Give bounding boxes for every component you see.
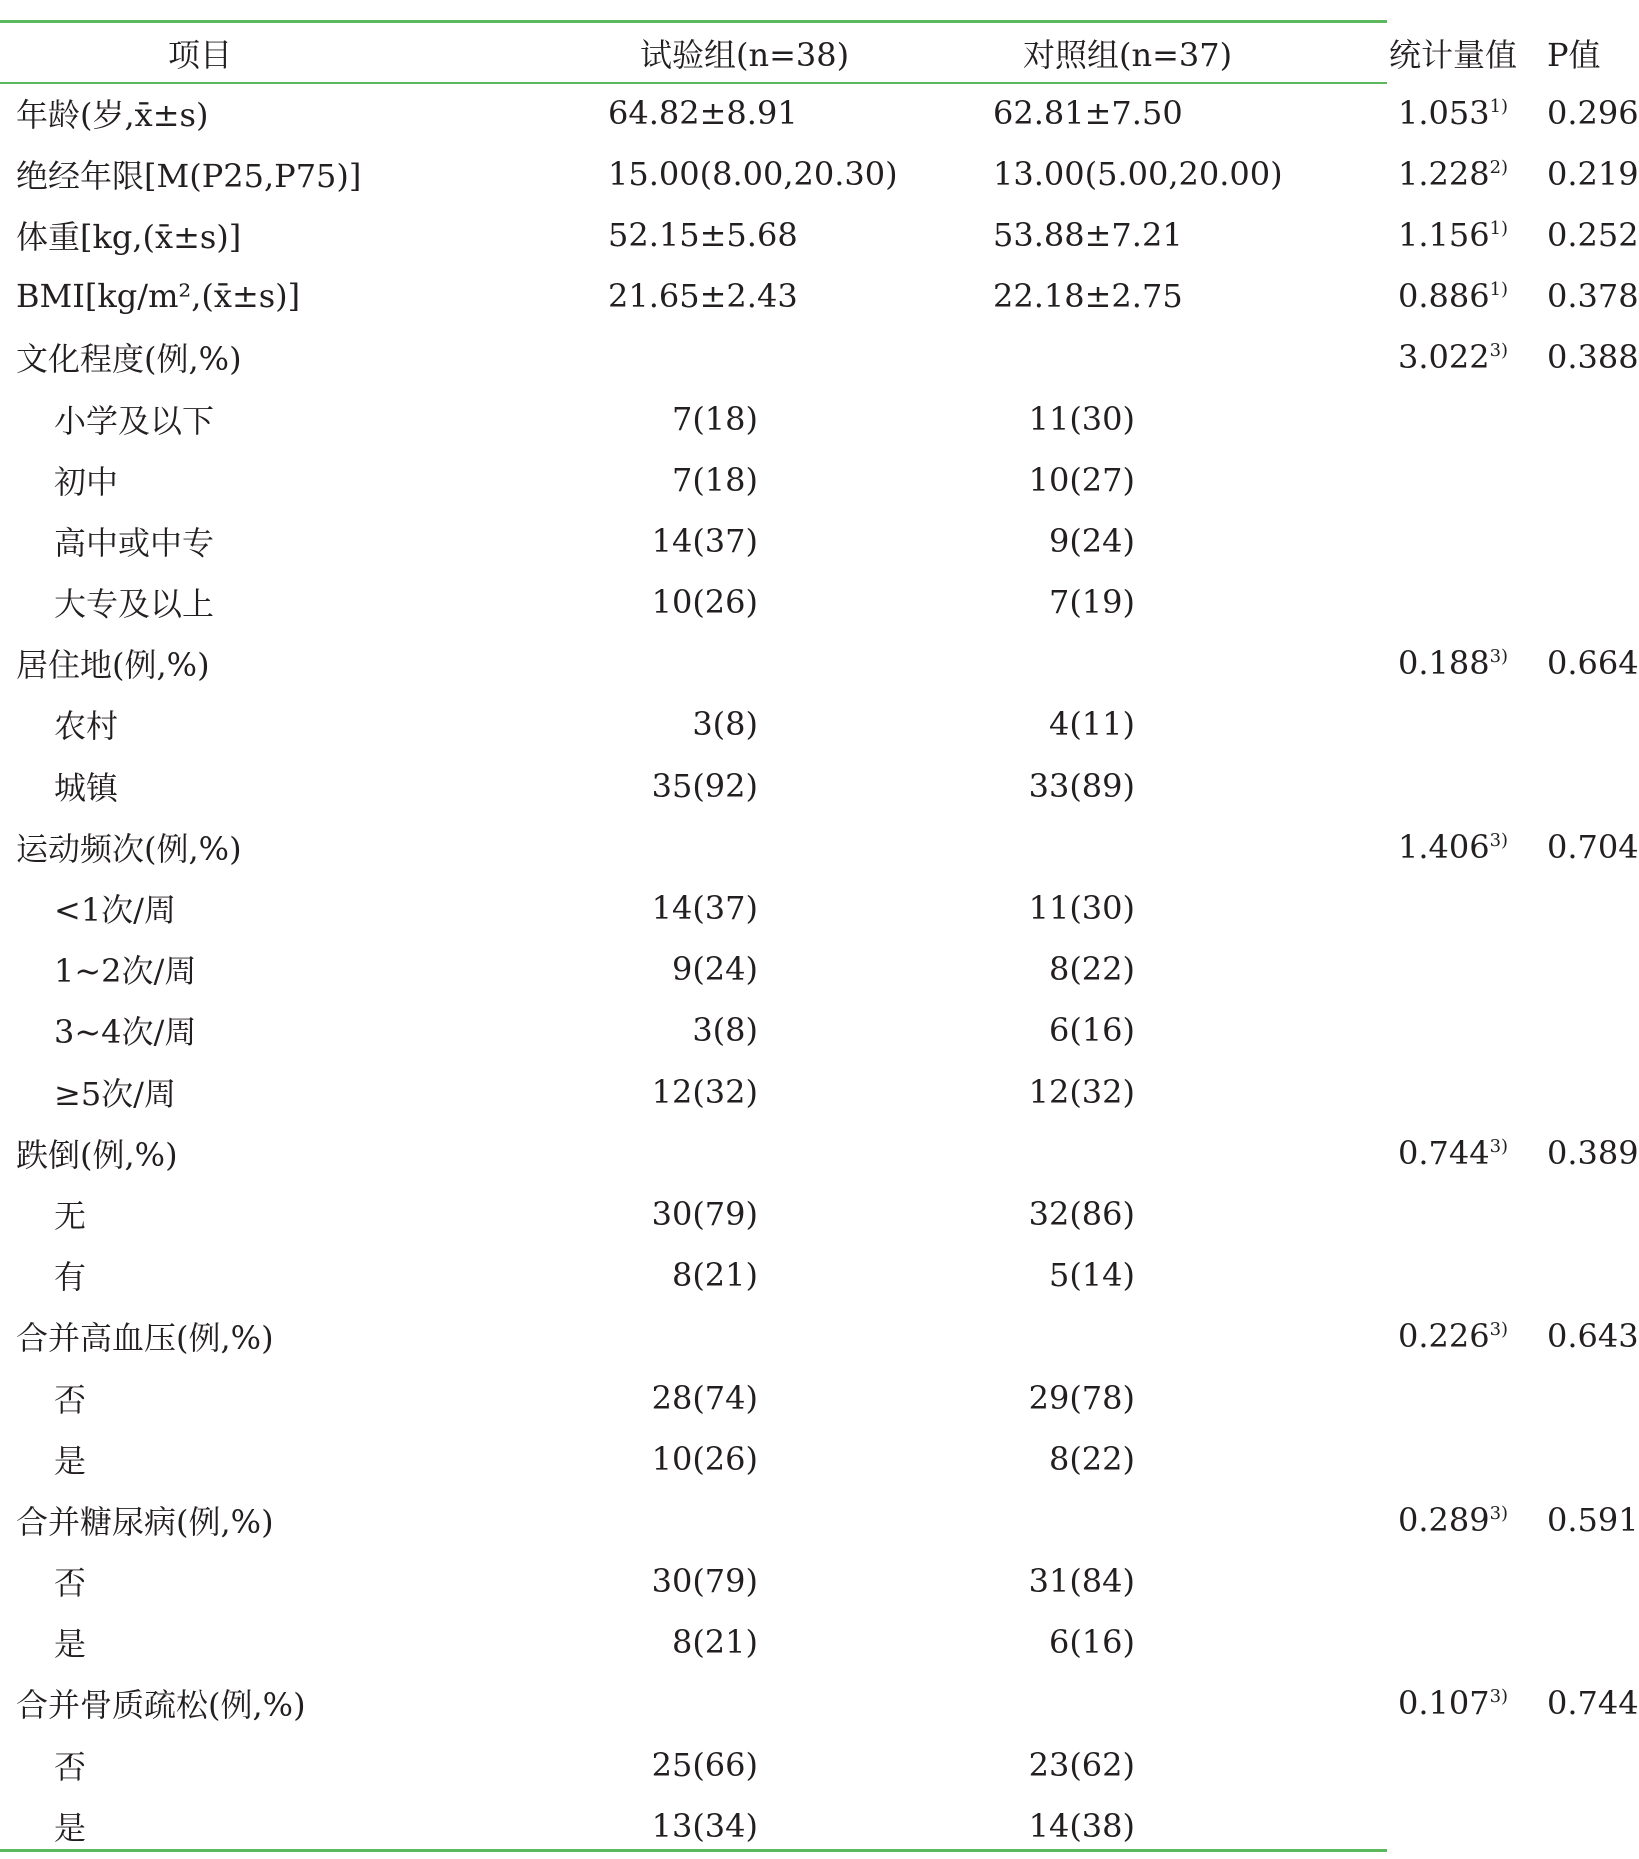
statistic-cell bbox=[1359, 816, 1547, 877]
statistic-cell bbox=[1359, 1673, 1547, 1734]
footnote-mark: 3) bbox=[1489, 829, 1509, 851]
table-row bbox=[0, 1000, 1547, 1061]
statistic-value: 1.053 bbox=[1397, 93, 1490, 132]
test-value: 25(66) bbox=[651, 1745, 758, 1784]
sub-label: 否 bbox=[54, 1747, 87, 1786]
table-row bbox=[0, 939, 1547, 1000]
test-value: 14(37) bbox=[651, 521, 758, 560]
sub-label: 有 bbox=[54, 1258, 87, 1297]
header-control-group: 对照组(n=37) bbox=[1023, 35, 1233, 74]
statistic-cell bbox=[1359, 143, 1547, 204]
control-value: 62.81±7.50 bbox=[993, 93, 1183, 132]
sub-label: ≥5次/周 bbox=[54, 1074, 176, 1113]
table-row bbox=[0, 1183, 1547, 1244]
control-value: 5(14) bbox=[1048, 1256, 1135, 1295]
test-value: 10(26) bbox=[651, 1439, 758, 1478]
control-value: 31(84) bbox=[1028, 1562, 1135, 1601]
table-row bbox=[0, 1612, 1547, 1673]
test-value: 35(92) bbox=[651, 766, 758, 805]
footnote-mark: 3) bbox=[1489, 1686, 1509, 1708]
table-row bbox=[0, 1061, 1547, 1122]
control-value: 29(78) bbox=[1028, 1378, 1135, 1417]
test-value: 64.82±8.91 bbox=[608, 93, 798, 132]
table-row-category: 运动频次(例,%) 1.406$^{3)}$ 0.704 bbox=[0, 816, 1547, 877]
statistic-cell bbox=[1359, 327, 1547, 388]
footnote-mark: 1) bbox=[1489, 95, 1509, 117]
statistic-cell bbox=[1359, 82, 1547, 143]
footnote-mark: 1) bbox=[1489, 279, 1509, 301]
table-row: 绝经年限[M(P25,P75)] 15.00(8.00,20.30) 13.00(5.00,20.00) 1.228$^{2)}$ 0.219 bbox=[0, 143, 1547, 204]
test-value: 7(18) bbox=[671, 399, 758, 438]
test-value: 12(32) bbox=[651, 1072, 758, 1111]
test-value: 30(79) bbox=[651, 1194, 758, 1233]
test-value: 3(8) bbox=[692, 705, 758, 744]
table-header-row: 项目 试验组(n=38) 对照组(n=37) 统计量值 P值 bbox=[0, 23, 1547, 82]
test-value: 21.65±2.43 bbox=[608, 277, 798, 316]
table-row bbox=[0, 1795, 1547, 1856]
test-value: 28(74) bbox=[651, 1378, 758, 1417]
control-value: 9(24) bbox=[1048, 521, 1135, 560]
statistic-value: 1.406 bbox=[1397, 827, 1490, 866]
category-label: 合并骨质疏松(例,%) bbox=[16, 1686, 306, 1725]
table-row bbox=[0, 1367, 1547, 1428]
statistic-cell bbox=[1359, 1122, 1547, 1183]
table-row-category: 跌倒(例,%) 0.744$^{3)}$ 0.389 bbox=[0, 1122, 1547, 1183]
table-row bbox=[0, 1551, 1547, 1612]
table-row: 年龄(岁,x̄±s) 64.82±8.91 62.81±7.50 1.053$^{1)}$ 0.296 bbox=[0, 82, 1547, 143]
footnote-mark: 3) bbox=[1489, 1319, 1509, 1341]
table-row-category: 合并骨质疏松(例,%) 0.107$^{3)}$ 0.744 bbox=[0, 1673, 1547, 1734]
statistic-cell bbox=[1359, 266, 1547, 327]
control-value: 12(32) bbox=[1028, 1072, 1135, 1111]
table-row bbox=[0, 1734, 1547, 1795]
test-value: 30(79) bbox=[651, 1562, 758, 1601]
control-value: 10(27) bbox=[1028, 460, 1135, 499]
sub-label: 农村 bbox=[54, 707, 119, 746]
statistic-value: 0.744 bbox=[1397, 1133, 1490, 1172]
control-value: 4(11) bbox=[1048, 705, 1135, 744]
table-row bbox=[0, 755, 1547, 816]
category-label: 跌倒(例,%) bbox=[16, 1135, 178, 1174]
statistic-cell bbox=[1359, 204, 1547, 265]
category-label: 居住地(例,%) bbox=[16, 646, 210, 685]
control-value: 14(38) bbox=[1028, 1806, 1135, 1845]
sub-label: 否 bbox=[54, 1564, 87, 1603]
sub-label: 小学及以下 bbox=[54, 401, 215, 440]
control-value: 6(16) bbox=[1048, 1011, 1135, 1050]
statistic-value: 0.188 bbox=[1397, 644, 1490, 683]
table-body bbox=[0, 82, 1639, 1856]
table-row bbox=[0, 510, 1547, 571]
statistic-cell bbox=[1359, 1489, 1547, 1550]
control-value: 11(30) bbox=[1028, 399, 1135, 438]
table-row-category: 居住地(例,%) 0.188$^{3)}$ 0.664 bbox=[0, 633, 1547, 694]
control-value: 22.18±2.75 bbox=[993, 277, 1183, 316]
footnote-mark: 3) bbox=[1489, 646, 1509, 668]
statistic-value: 0.886 bbox=[1397, 277, 1490, 316]
control-value: 13.00(5.00,20.00) bbox=[993, 154, 1283, 193]
sub-label: 否 bbox=[54, 1380, 87, 1419]
control-value: 7(19) bbox=[1048, 583, 1135, 622]
table-row-category: 文化程度(例,%) 3.022$^{3)}$ 0.388 bbox=[0, 327, 1547, 388]
test-value: 8(21) bbox=[671, 1256, 758, 1295]
table-row bbox=[0, 1245, 1547, 1306]
sub-label: 高中或中专 bbox=[54, 523, 215, 562]
sub-label: 初中 bbox=[54, 462, 119, 501]
control-value: 8(22) bbox=[1048, 950, 1135, 989]
statistic-cell bbox=[1359, 633, 1547, 694]
table-row: 体重[kg,(x̄±s)] 52.15±5.68 53.88±7.21 1.156$^{1)}$ 0.252 bbox=[0, 204, 1547, 265]
footnote-mark: 3) bbox=[1489, 340, 1509, 362]
statistic-value: 1.228 bbox=[1397, 154, 1490, 193]
category-label: 文化程度(例,%) bbox=[16, 340, 242, 379]
sub-label: 是 bbox=[54, 1441, 87, 1480]
test-value: 8(21) bbox=[671, 1623, 758, 1662]
category-label: 合并高血压(例,%) bbox=[16, 1319, 274, 1358]
footnote-mark: 3) bbox=[1489, 1135, 1509, 1157]
control-value: 32(86) bbox=[1028, 1194, 1135, 1233]
test-value: 3(8) bbox=[692, 1011, 758, 1050]
table-row bbox=[0, 388, 1547, 449]
sub-label: 是 bbox=[54, 1808, 87, 1847]
statistic-value: 0.107 bbox=[1397, 1684, 1490, 1723]
table-row bbox=[0, 572, 1547, 633]
control-value: 23(62) bbox=[1028, 1745, 1135, 1784]
row-label: 绝经年限[M(P25,P75)] bbox=[16, 156, 362, 195]
statistic-value: 1.156 bbox=[1397, 215, 1490, 254]
test-value: 52.15±5.68 bbox=[608, 215, 798, 254]
footnote-mark: 2) bbox=[1489, 156, 1509, 178]
category-label: 运动频次(例,%) bbox=[16, 829, 242, 868]
statistic-cell bbox=[1359, 1306, 1547, 1367]
table-row bbox=[0, 1428, 1547, 1489]
sub-label: 城镇 bbox=[54, 768, 119, 807]
sub-label: 1~2次/周 bbox=[54, 952, 197, 991]
category-label: 合并糖尿病(例,%) bbox=[16, 1502, 274, 1541]
row-label: 年龄(岁,x̄±s) bbox=[16, 95, 209, 134]
footnote-mark: 3) bbox=[1489, 1502, 1509, 1524]
header-test-group: 试验组(n=38) bbox=[640, 35, 850, 74]
control-value: 33(89) bbox=[1028, 766, 1135, 805]
sub-label: <1次/周 bbox=[54, 891, 176, 930]
table-row bbox=[0, 694, 1547, 755]
table-row-category: 合并高血压(例,%) 0.226$^{3)}$ 0.643 bbox=[0, 1306, 1547, 1367]
test-value: 14(37) bbox=[651, 889, 758, 928]
sub-label: 大专及以上 bbox=[54, 585, 215, 624]
control-value: 11(30) bbox=[1028, 889, 1135, 928]
test-value: 9(24) bbox=[671, 950, 758, 989]
table-row bbox=[0, 877, 1547, 938]
table-row: BMI[kg/m²,(x̄±s)] 21.65±2.43 22.18±2.75 0.886$^{1)}$ 0.378 bbox=[0, 266, 1547, 327]
test-value: 13(34) bbox=[651, 1806, 758, 1845]
row-label: 体重[kg,(x̄±s)] bbox=[16, 217, 242, 256]
header-statistic: 统计量值 bbox=[1388, 35, 1517, 74]
statistic-value: 0.226 bbox=[1397, 1317, 1490, 1356]
control-value: 53.88±7.21 bbox=[993, 215, 1183, 254]
test-value: 7(18) bbox=[671, 460, 758, 499]
control-value: 6(16) bbox=[1048, 1623, 1135, 1662]
statistic-value: 3.022 bbox=[1397, 338, 1490, 377]
table-row-category: 合并糖尿病(例,%) 0.289$^{3)}$ 0.591 bbox=[0, 1489, 1547, 1550]
statistic-value: 0.289 bbox=[1397, 1500, 1490, 1539]
sub-label: 是 bbox=[54, 1625, 87, 1664]
test-value: 15.00(8.00,20.30) bbox=[608, 154, 898, 193]
row-label: BMI[kg/m²,(x̄±s)] bbox=[16, 277, 301, 316]
baseline-characteristics-table bbox=[0, 23, 1639, 1856]
footnote-mark: 1) bbox=[1489, 217, 1509, 239]
sub-label: 3~4次/周 bbox=[54, 1013, 197, 1052]
sub-label: 无 bbox=[54, 1196, 87, 1235]
header-item: 项目 bbox=[167, 35, 232, 74]
control-value: 8(22) bbox=[1048, 1439, 1135, 1478]
test-value: 10(26) bbox=[651, 583, 758, 622]
table-row bbox=[0, 449, 1547, 510]
